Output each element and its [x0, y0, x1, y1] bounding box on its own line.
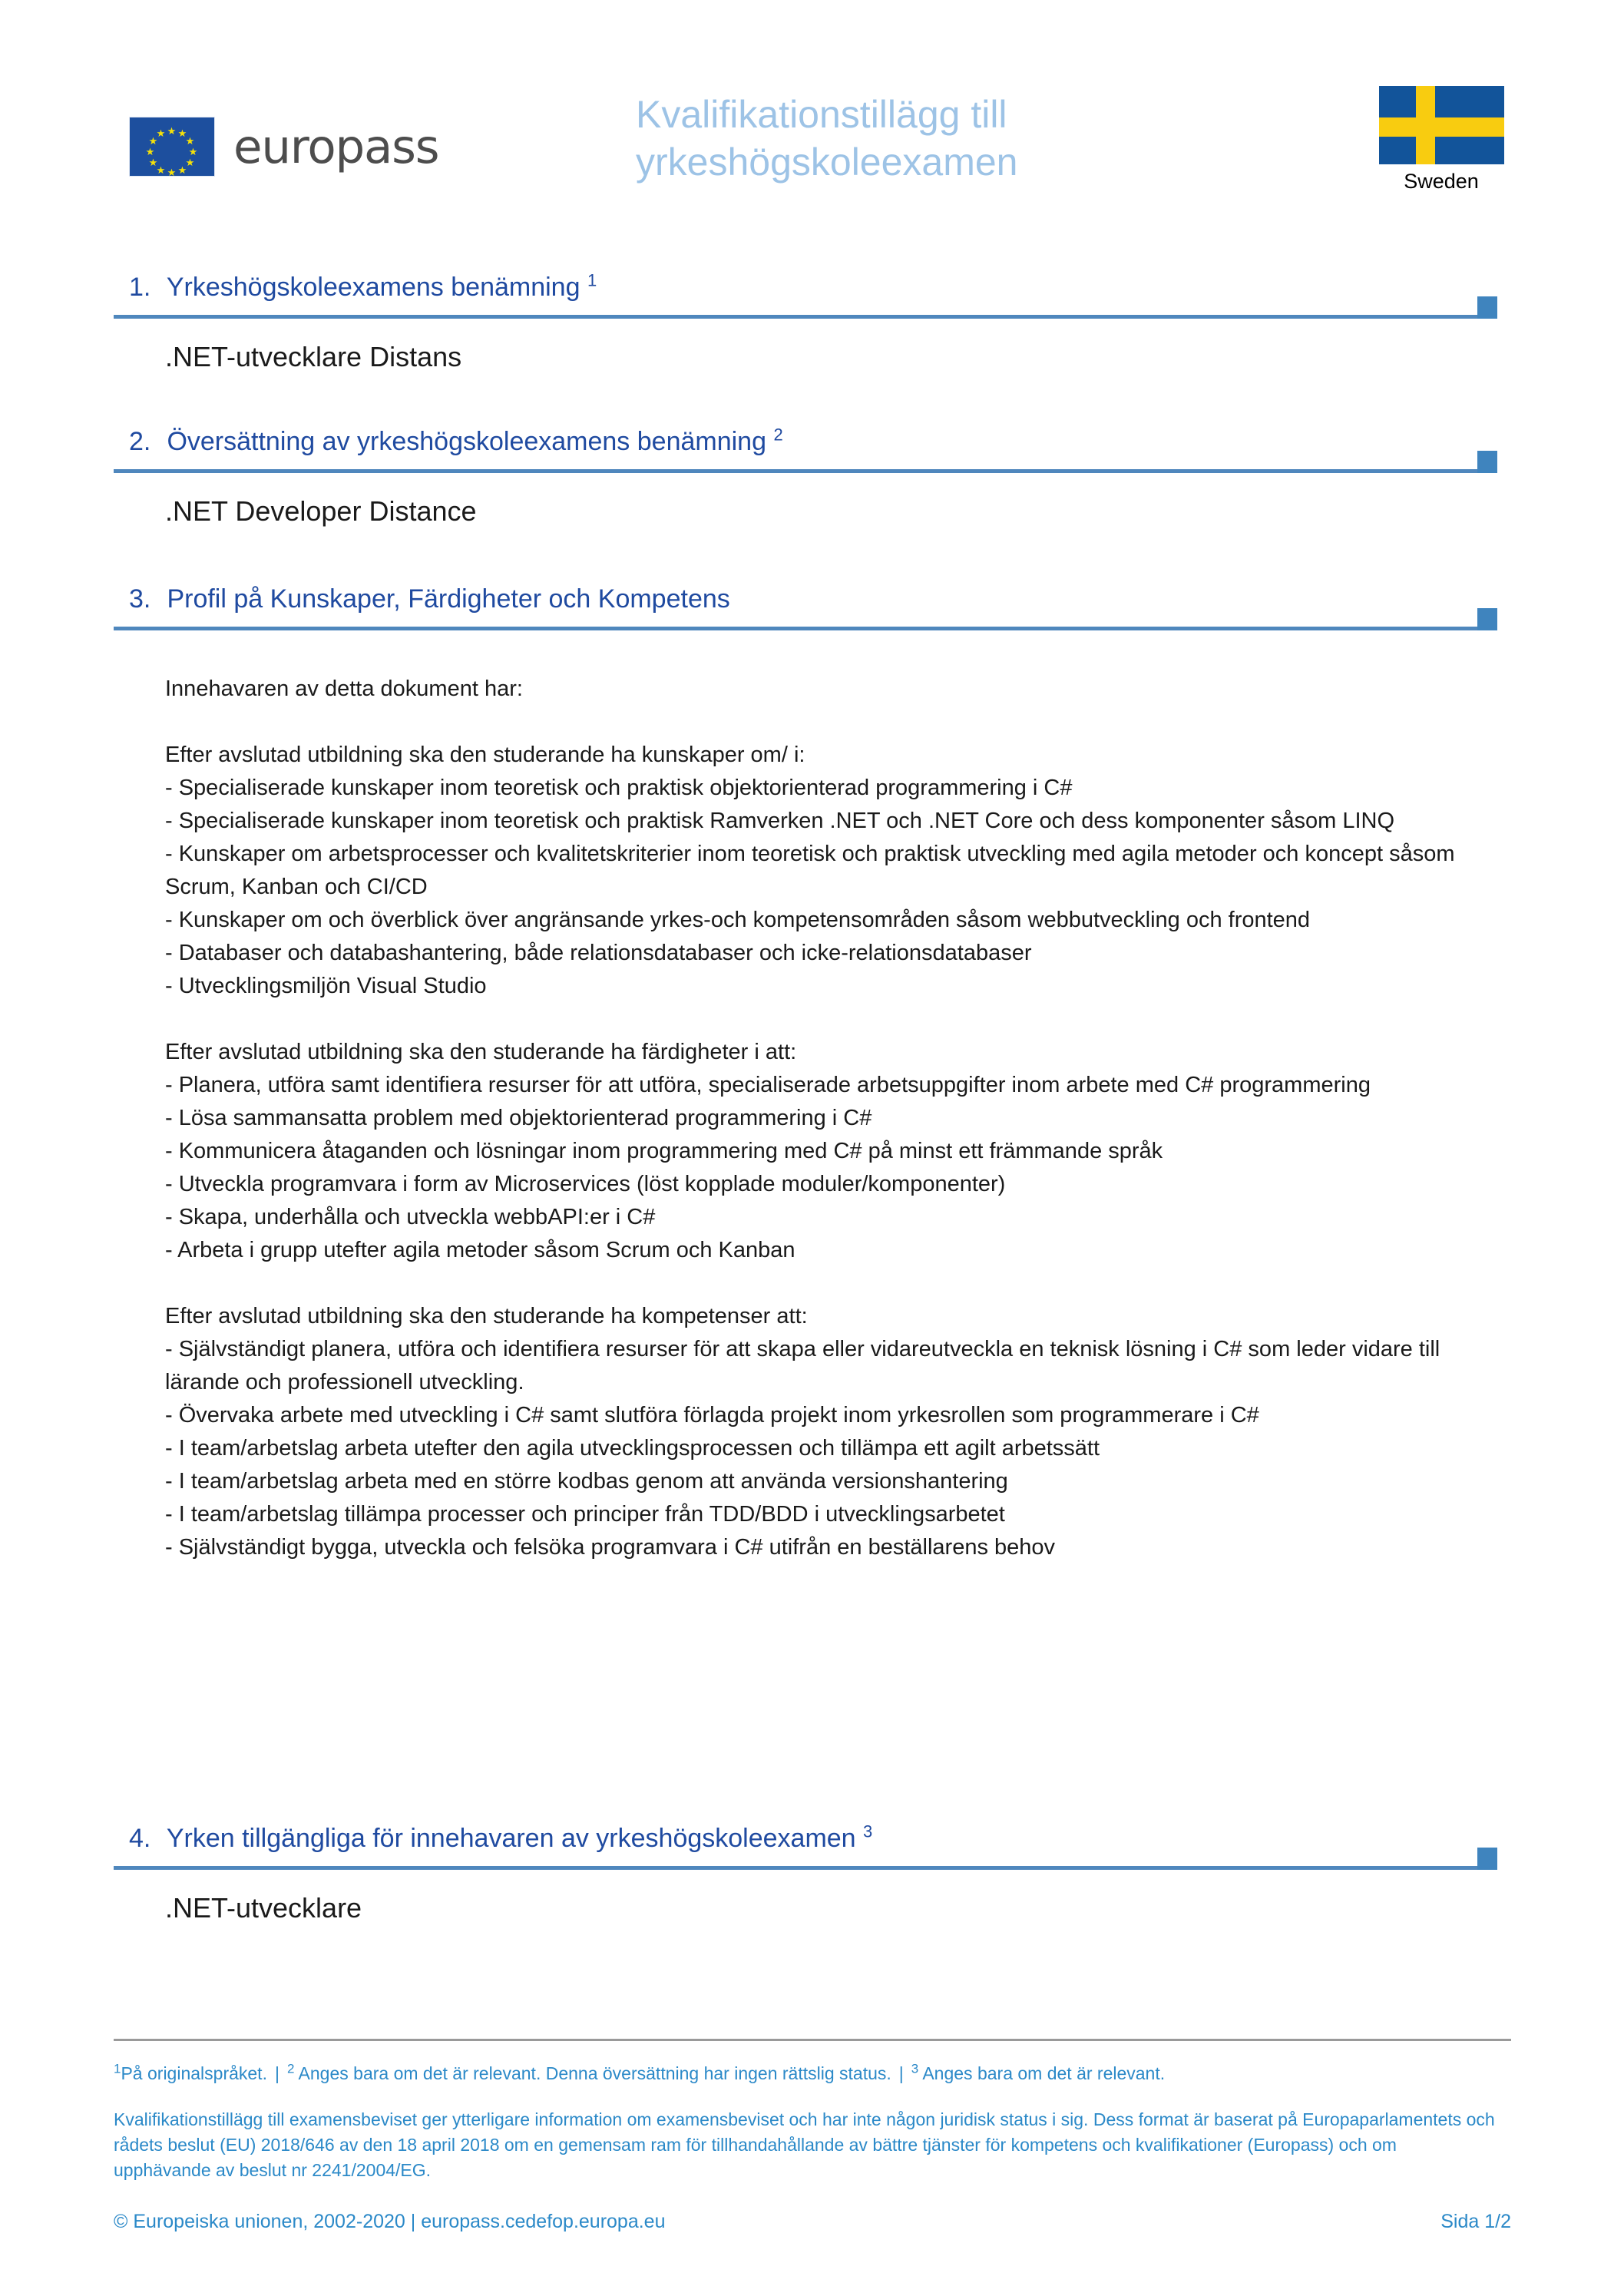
knowledge-heading: Efter avslutad utbildning ska den studerande ha kunskaper om/ i: — [165, 743, 805, 767]
skills-heading: Efter avslutad utbildning ska den studerande ha färdigheter i att: — [165, 1040, 797, 1064]
section-1-rule — [114, 315, 1496, 319]
skills-item: - Planera, utföra samt identifiera resurser för att utföra, specialiserade arbetsuppgifter inom arbete med C# programmering — [165, 1073, 1371, 1097]
page-title-line-1: Kvalifikationstillägg till — [636, 93, 1007, 136]
section-2 — [0, 425, 1624, 528]
section-2-value: .NET Developer Distance — [165, 495, 477, 527]
section-2-footnote-ref: 2 — [773, 425, 783, 445]
section-4-rule-endcap — [1477, 1848, 1497, 1870]
section-3-title: Profil på Kunskaper, Färdigheter och Kompetens — [167, 584, 730, 614]
competence-heading: Efter avslutad utbildning ska den studerande ha kompetenser att: — [165, 1304, 808, 1328]
competence-item: - Självständigt planera, utföra och identifiera resurser för att skapa eller vidareutveckla en teknisk lösning i C# som leder vidare till lärande och professionell utveckling. — [165, 1337, 1440, 1394]
eu-star-icon: ★ — [177, 164, 187, 176]
eu-star-icon: ★ — [185, 157, 195, 168]
footnote-separator: | — [274, 2063, 279, 2083]
footnote-2-text: Anges bara om det är relevant. Denna översättning har ingen rättslig status. — [298, 2063, 891, 2083]
body-spacer — [165, 1003, 1520, 1036]
section-2-title: Översättning av yrkeshögskoleexamens benämning — [167, 427, 766, 456]
section-4-value: .NET-utvecklare — [165, 1892, 362, 1924]
footnote-1-ref: 1 — [114, 2061, 121, 2076]
eu-star-icon: ★ — [185, 135, 195, 147]
copyright-text: © Europeiska unionen, 2002-2020 | europass.cedefop.europa.eu — [114, 2211, 666, 2232]
document-footer — [0, 2039, 1624, 2234]
skills-item: - Utveckla programvara i form av Microservices (löst kopplade moduler/komponenter) — [165, 1172, 1006, 1196]
page-title-line-2: yrkeshögskoleexamen — [636, 141, 1018, 184]
section-1 — [0, 270, 1624, 374]
page-title — [636, 91, 1281, 186]
flag-cross-horizontal — [1379, 117, 1504, 137]
section-4 — [0, 1821, 1624, 1925]
competence-item: - I team/arbetslag tillämpa processer och principer från TDD/BDD i utvecklingsarbetet — [165, 1502, 1005, 1527]
section-1-number: 1. — [129, 273, 151, 302]
section-1-value: .NET-utvecklare Distans — [165, 341, 462, 372]
footnote-separator: | — [898, 2063, 904, 2083]
eu-star-icon: ★ — [148, 157, 158, 168]
section-1-title: Yrkeshögskoleexamens benämning — [166, 273, 580, 302]
legal-notice: Kvalifikationstillägg till examensbeviset ger ytterligare information om examensbeviset och har inte någon juridisk status i sig. Dess format är baserat på Europaparlamentets och rådets beslut (EU) 2018/646 av den 18 april 2018 om en gemensam ram för tillhandahållande av bättre tjänster för kompetens och kvalifikationer (Europass) och om upphävande av beslut nr 2241/2004/EG. — [114, 2109, 1495, 2180]
eu-star-icon: ★ — [145, 146, 155, 157]
section-3-body — [0, 673, 1624, 1564]
section-4-rule — [114, 1866, 1496, 1870]
eu-star-icon: ★ — [167, 167, 177, 178]
page-number: Sida 1/2 — [1440, 2211, 1511, 2232]
country-block — [1372, 86, 1510, 193]
document-header — [0, 0, 1624, 230]
copyright-line — [114, 2209, 1511, 2234]
sweden-flag-icon — [1379, 86, 1504, 164]
footnote-3-ref: 3 — [911, 2061, 919, 2076]
body-spacer — [165, 1267, 1520, 1300]
knowledge-item: - Kunskaper om arbetsprocesser och kvalitetskriterier inom teoretisk och praktisk utveckling med agila metoder och koncept såsom Scrum, Kanban och CI/CD — [165, 842, 1455, 899]
competence-item: - I team/arbetslag arbeta med en större kodbas genom att använda versionshantering — [165, 1469, 1008, 1494]
section-4-title: Yrken tillgängliga för innehavaren av yrkeshögskoleexamen — [166, 1824, 856, 1853]
eu-star-icon: ★ — [148, 135, 158, 147]
skills-item: - Lösa sammansatta problem med objektorienterad programmering i C# — [165, 1106, 872, 1130]
profile-intro: Innehavaren av detta dokument har: — [165, 677, 523, 701]
eu-star-icon: ★ — [188, 146, 198, 157]
eu-star-icon: ★ — [177, 127, 187, 139]
europass-wordmark: europass — [233, 119, 439, 174]
knowledge-item: - Kunskaper om och överblick över angränsande yrkes-och kompetensområden såsom webbutveckling och frontend — [165, 908, 1311, 932]
footnote-3-text: Anges bara om det är relevant. — [922, 2063, 1166, 2083]
section-2-heading — [0, 425, 1624, 458]
knowledge-item: - Utvecklingsmiljön Visual Studio — [165, 974, 487, 998]
skills-item: - Kommunicera åtaganden och lösningar inom programmering med C# på minst ett främmande språk — [165, 1139, 1163, 1163]
footnote-2-ref: 2 — [286, 2061, 295, 2076]
eu-flag-icon — [129, 117, 215, 177]
country-label: Sweden — [1404, 170, 1479, 193]
section-3-rule-endcap — [1477, 608, 1497, 630]
footnote-1-text: På originalspråket. — [121, 2063, 267, 2083]
body-spacer — [165, 706, 1520, 739]
europass-logo — [129, 117, 438, 177]
section-1-heading — [0, 270, 1624, 304]
section-3-number: 3. — [129, 584, 151, 614]
section-3-heading — [0, 582, 1624, 616]
knowledge-item: - Specialiserade kunskaper inom teoretisk och praktisk objektorienterad programmering i C# — [165, 776, 1073, 800]
section-2-number: 2. — [129, 427, 151, 456]
skills-item: - Skapa, underhålla och utveckla webbAPI:er i C# — [165, 1205, 656, 1229]
section-3 — [0, 582, 1624, 1564]
competence-item: - Övervaka arbete med utveckling i C# samt slutföra förlagda projekt inom yrkesrollen som programmerare i C# — [165, 1403, 1259, 1428]
eu-star-icon: ★ — [156, 164, 166, 176]
section-2-rule-endcap — [1477, 451, 1497, 473]
eu-star-icon: ★ — [167, 125, 177, 137]
footer-divider — [114, 2039, 1511, 2041]
footnotes — [114, 2061, 1519, 2086]
knowledge-item: - Databaser och databashantering, både relationsdatabaser och icke-relationsdatabaser — [165, 941, 1032, 965]
competence-item: - Självständigt bygga, utveckla och felsöka programvara i C# utifrån en beställarens behov — [165, 1535, 1056, 1560]
skills-item: - Arbeta i grupp utefter agila metoder såsom Scrum och Kanban — [165, 1238, 795, 1262]
section-1-footnote-ref: 1 — [587, 270, 597, 290]
section-4-footnote-ref: 3 — [863, 1821, 873, 1841]
section-1-rule-endcap — [1477, 296, 1497, 319]
knowledge-item: - Specialiserade kunskaper inom teoretisk och praktisk Ramverken .NET och .NET Core och dess komponenter såsom LINQ — [165, 809, 1395, 833]
competence-item: - I team/arbetslag arbeta utefter den agila utvecklingsprocessen och tillämpa ett agilt arbetssätt — [165, 1436, 1100, 1461]
section-2-rule — [114, 469, 1496, 473]
section-3-rule — [114, 627, 1496, 630]
section-4-number: 4. — [129, 1824, 151, 1853]
eu-star-icon: ★ — [156, 127, 166, 139]
section-4-heading — [0, 1821, 1624, 1855]
